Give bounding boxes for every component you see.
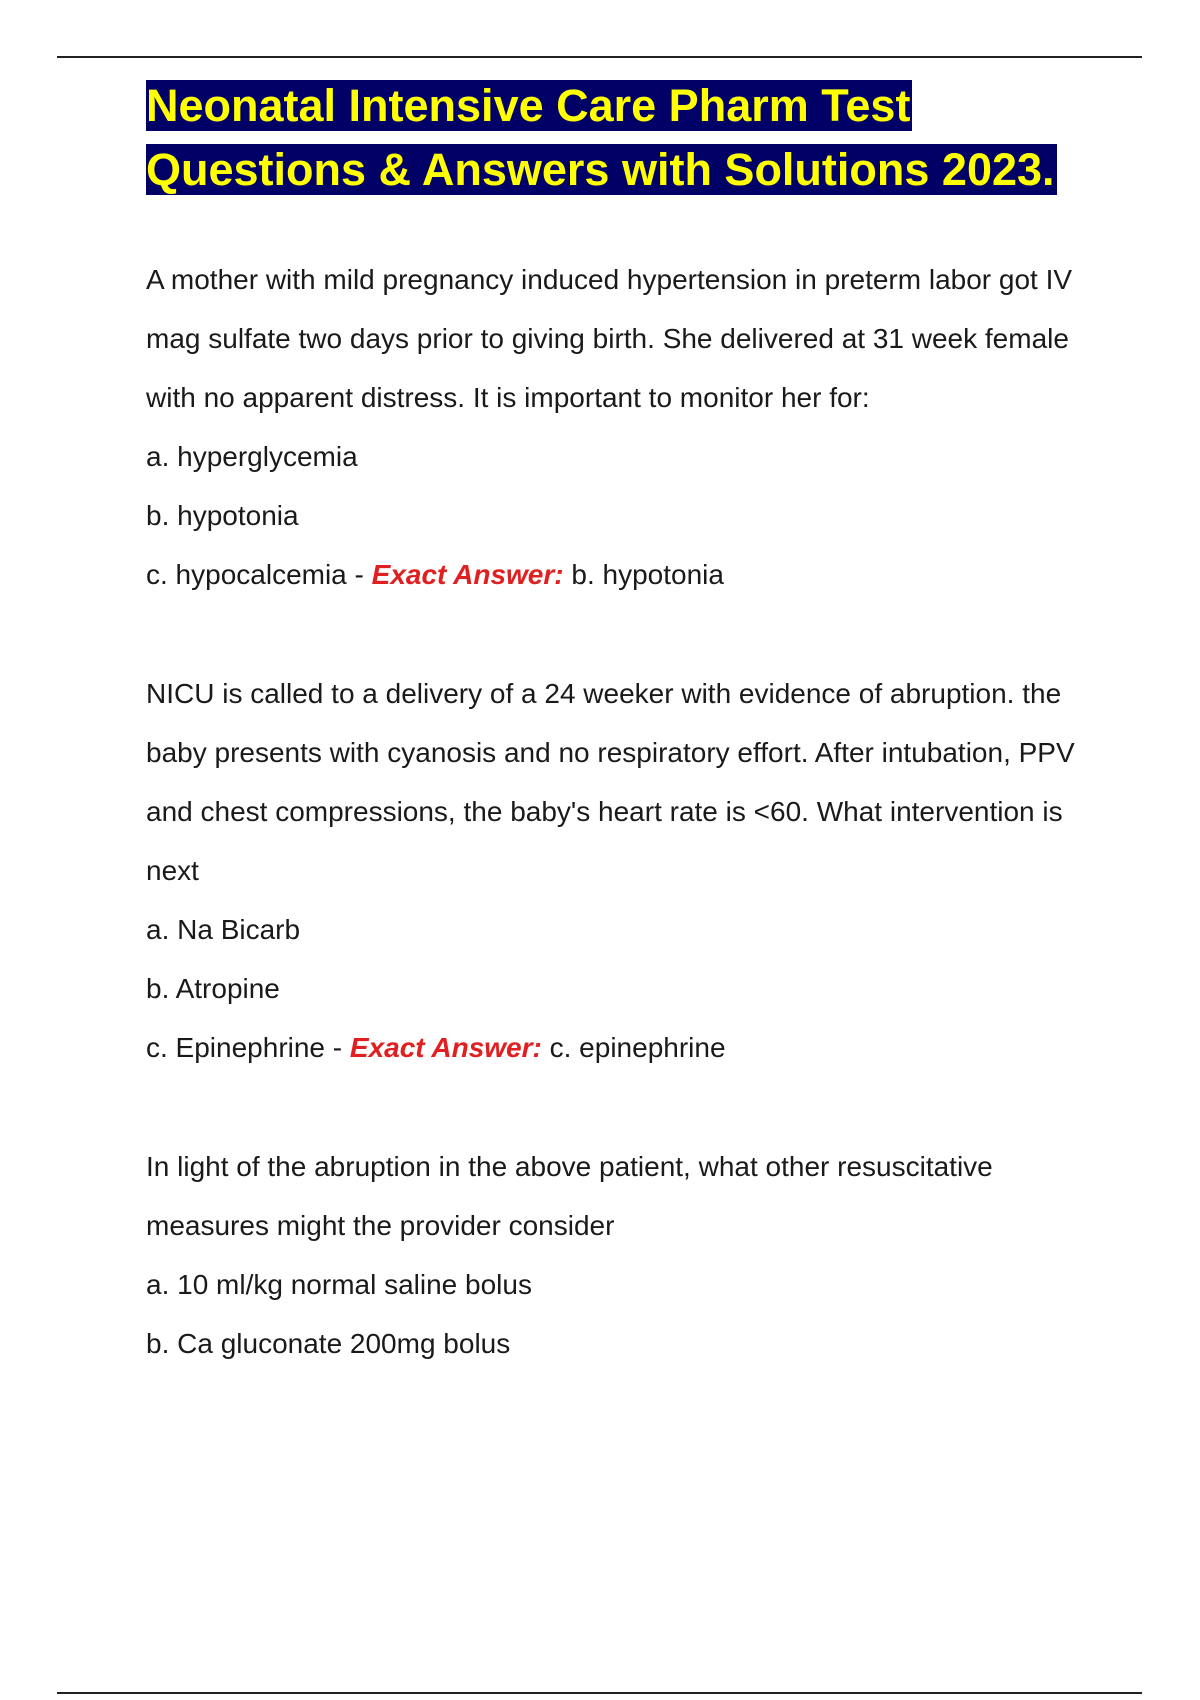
question-stem: In light of the abruption in the above patient, what other resuscitative measures might the provider consider bbox=[146, 1151, 993, 1241]
document-title bbox=[146, 74, 1086, 202]
option-a: a. 10 ml/kg normal saline bolus bbox=[146, 1269, 532, 1300]
title-line-1: Neonatal Intensive Care Pharm Test bbox=[146, 80, 911, 131]
option-a: a. Na Bicarb bbox=[146, 914, 301, 945]
exact-answer-label: Exact Answer: bbox=[371, 559, 564, 590]
exact-answer-label: Exact Answer: bbox=[349, 1032, 542, 1063]
question-2 bbox=[146, 664, 1086, 1077]
document-page bbox=[146, 74, 1086, 1373]
answer-separator: - bbox=[325, 1032, 350, 1063]
exact-answer-value: c. epinephrine bbox=[541, 1032, 726, 1063]
header-rule bbox=[57, 56, 1142, 58]
option-b: b. Atropine bbox=[146, 973, 280, 1004]
exact-answer-value: b. hypotonia bbox=[563, 559, 724, 590]
option-b: b. hypotonia bbox=[146, 500, 299, 531]
option-c-with-answer bbox=[146, 1018, 1086, 1077]
option-c: c. Epinephrine bbox=[146, 1032, 326, 1063]
option-c-with-answer bbox=[146, 545, 1086, 604]
option-a: a. hyperglycemia bbox=[146, 441, 358, 472]
question-stem: A mother with mild pregnancy induced hypertension in preterm labor got IV mag sulfate two days prior to giving birth. She delivered at 31 week female with no apparent distress. It is important to monitor her for: bbox=[146, 264, 1073, 413]
title-line-2: Questions & Answers with Solutions 2023. bbox=[146, 144, 1055, 195]
answer-separator: - bbox=[346, 559, 372, 590]
question-1 bbox=[146, 250, 1086, 604]
option-b: b. Ca gluconate 200mg bolus bbox=[146, 1328, 511, 1359]
option-c: c. hypocalcemia bbox=[146, 559, 347, 590]
question-3 bbox=[146, 1137, 1086, 1373]
footer-rule bbox=[57, 1692, 1142, 1694]
question-stem: NICU is called to a delivery of a 24 weeker with evidence of abruption. the baby presents with cyanosis and no respiratory effort. After intubation, PPV and chest compressions, the baby's heart rate is <60. What intervention is next bbox=[146, 678, 1075, 886]
